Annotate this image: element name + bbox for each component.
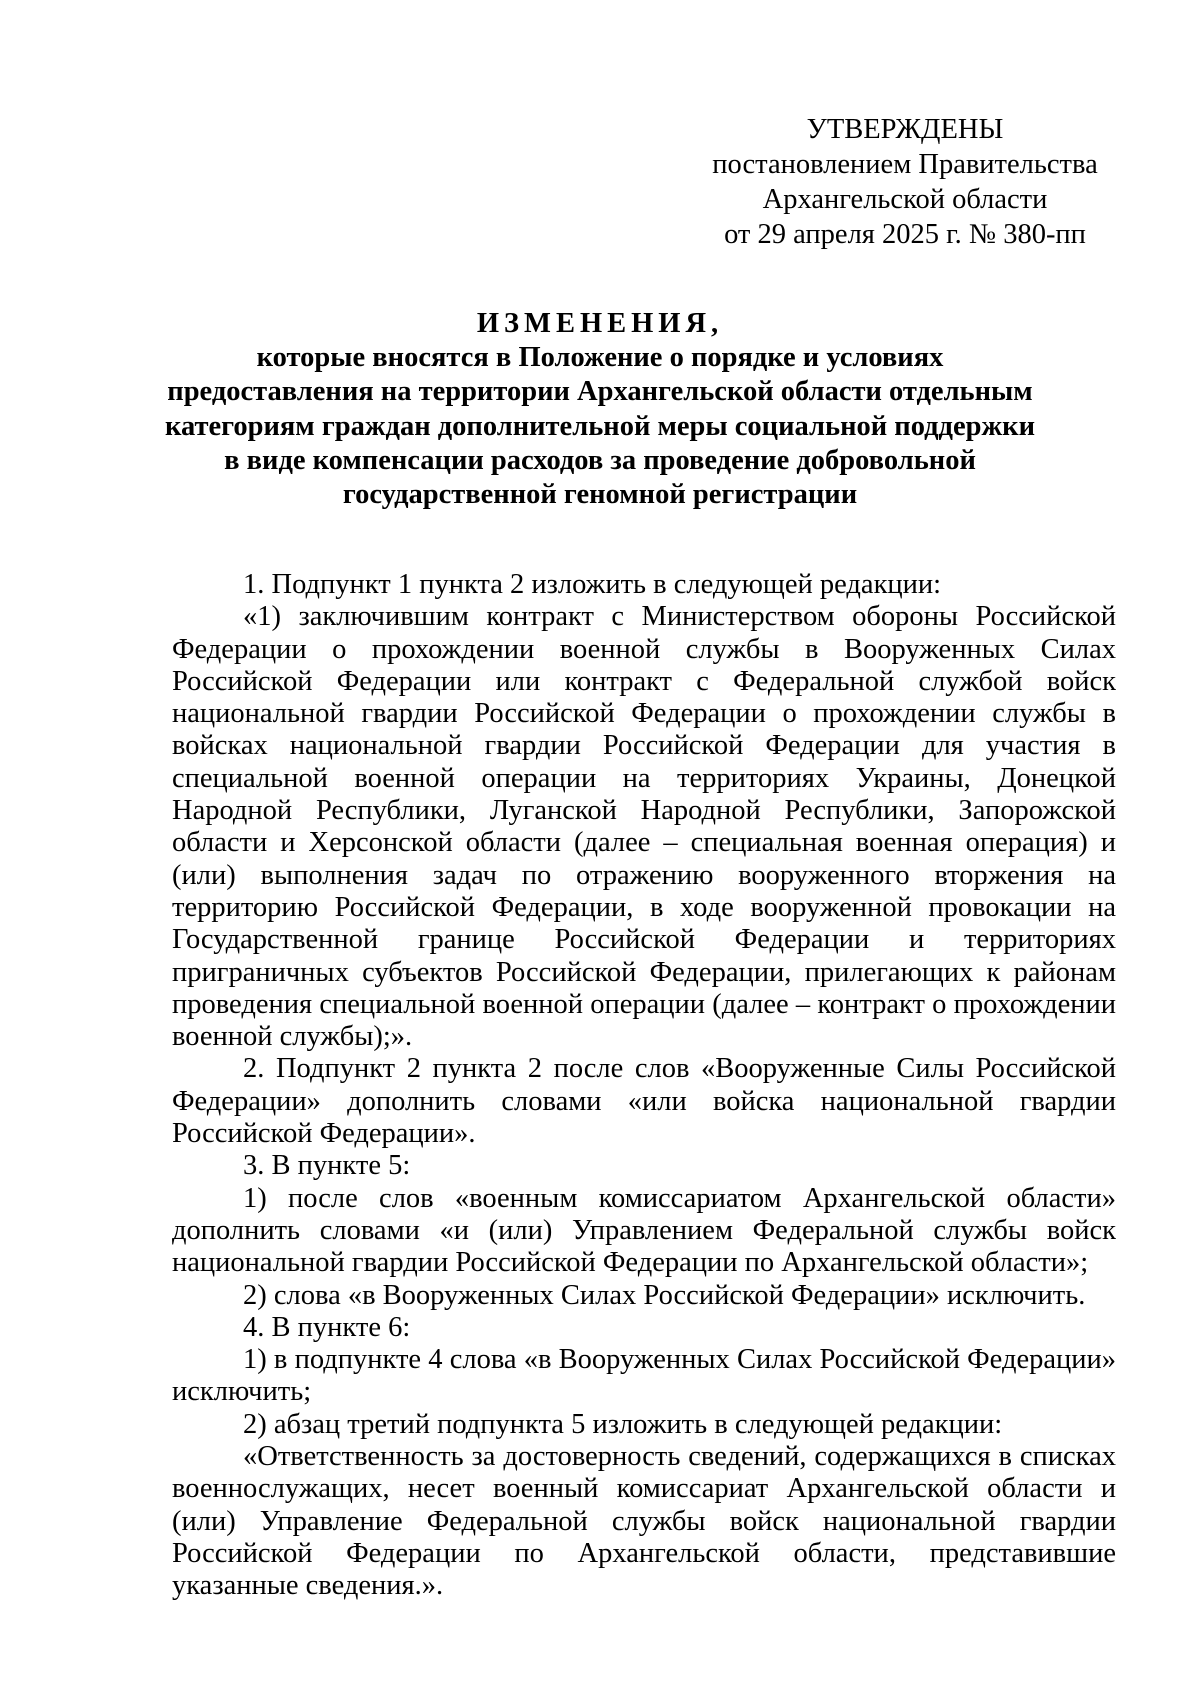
approval-stamp-block: [700, 112, 1110, 252]
title-line: категориям граждан дополнительной меры социальной поддержки: [164, 410, 1035, 442]
paragraph-item-3: 3. В пункте 5:: [243, 1150, 411, 1182]
title-heading: ИЗМЕНЕНИЯ,: [476, 308, 724, 339]
approval-line-region: Архангельской области: [762, 184, 1048, 215]
document-title: [150, 307, 1050, 512]
paragraph-item-4: 4. В пункте 6:: [243, 1311, 411, 1343]
paragraph-item-2: 2. Подпункт 2 пункта 2 после слов «Вооруженные Силы Российской Федерации» дополнить словами «или войска национальной гвардии Российской Федерации».: [172, 1053, 1116, 1150]
title-line: в виде компенсации расходов за проведение добровольной: [224, 444, 976, 476]
document-body: [172, 569, 1116, 1603]
title-line: предоставления на территории Архангельской области отдельным: [167, 376, 1033, 408]
approval-line-date-number: от 29 апреля 2025 г. № 380-пп: [724, 219, 1086, 250]
paragraph-item-1-new-text: «1) заключившим контракт с Министерством обороны Российской Федерации о прохождении военной службы в Вооруженных Силах Российской Федерации или контракт с Федеральной службой войск национальной гвардии Российской Федерации о прохождении службы в войсках национальной гвардии Российской Федерации для участия в специальной военной операции на территориях Украины, Донецкой Народной Республики, Луганской Народной Республики, Запорожской области и Херсонской области (далее – специальная военная операция) и (или) выполнения задач по отражению вооруженного вторжения на территорию Российской Федерации, в ходе вооруженной провокации на Государственной границе Российской Федерации и территориях приграничных субъектов Российской Федерации, прилегающих к районам проведения специальной военной операции (далее – контракт о прохождении военной службы);».: [172, 601, 1116, 1053]
paragraph-item-3-sub-2: 2) слова «в Вооруженных Силах Российской Федерации» исключить.: [243, 1279, 1086, 1311]
paragraph-item-4-sub-2: 2) абзац третий подпункта 5 изложить в следующей редакции:: [243, 1408, 1003, 1440]
approval-line-resolution: постановлением Правительства: [712, 149, 1098, 180]
paragraph-item-4-new-text: «Ответственность за достоверность сведений, содержащихся в списках военнослужащих, несет военный комиссариат Архангельской области и (или) Управление Федеральной службы войск национальной гвардии Российской Федерации по Архангельской области, представившие указанные сведения.».: [172, 1441, 1116, 1602]
paragraph-item-1: 1. Подпункт 1 пункта 2 изложить в следующей редакции:: [243, 569, 942, 600]
title-line: которые вносятся в Положение о порядке и условиях: [256, 342, 944, 374]
paragraph-item-3-sub-1: 1) после слов «военным комиссариатом Архангельской области» дополнить словами «и (или) Управлением Федеральной службы войск национальной гвардии Российской Федерации по Архангельской области»;: [172, 1182, 1116, 1279]
title-line: государственной геномной регистрации: [342, 479, 858, 511]
approval-heading: УТВЕРЖДЕНЫ: [806, 114, 1004, 145]
paragraph-item-4-sub-1: 1) в подпункте 4 слова «в Вооруженных Силах Российской Федерации» исключить;: [172, 1344, 1116, 1408]
